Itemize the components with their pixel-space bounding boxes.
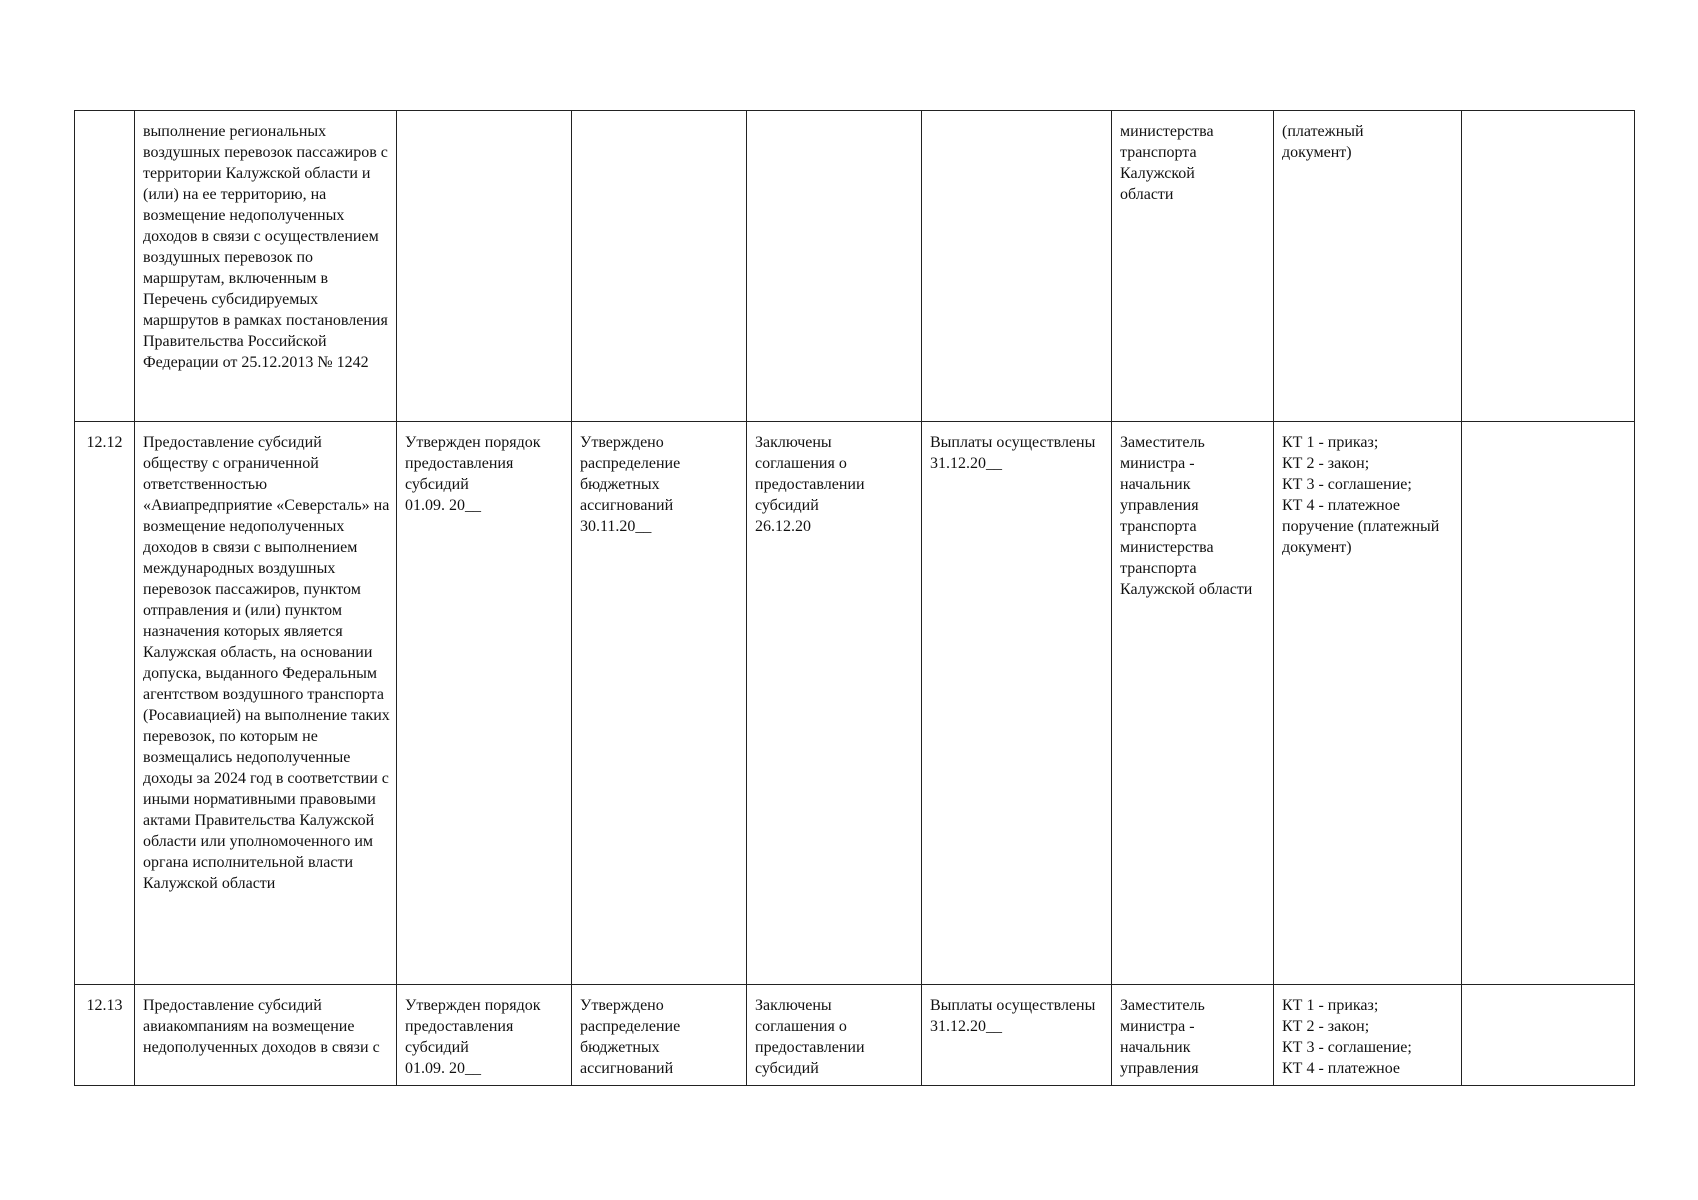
event-description: Предоставление субсидий обществу с ограниченной ответственностью «Авиапредприятие «Северсталь» на возмещение недополученных доходов в связи с выполнением международных воздушных перевозок пассажиров, пунктом отправления и (или) пунктом назначения которых является Калужская область, на основании допуска, выданного Федеральным агентством воздушного транспорта (Росавиацией) на выполнение таких перевозок, по которым не возмещались недополученные доходы за 2024 год в соответствии с иными нормативными правовыми актами Правительства Калужской области или уполномоченного им органа исполнительной власти Калужской области	[135, 422, 397, 985]
table-row	[75, 422, 1635, 985]
notes-cell	[1462, 985, 1635, 1086]
control-point-4	[922, 111, 1112, 422]
responsible-person: министерства транспорта Калужской области	[1112, 111, 1274, 422]
responsible-person: Заместитель министра - начальник управления	[1112, 985, 1274, 1086]
event-description: Предоставление субсидий авиакомпаниям на возмещение недополученных доходов в связи с	[135, 985, 397, 1086]
control-point-4: Выплаты осуществлены 31.12.20__	[922, 985, 1112, 1086]
row-number	[75, 111, 135, 422]
control-point-1: Утвержден порядок предоставления субсидий 01.09. 20__	[397, 422, 572, 985]
confirming-documents: (платежный документ)	[1274, 111, 1462, 422]
control-point-2: Утверждено распределение бюджетных ассигнований 30.11.20__	[572, 422, 747, 985]
control-point-2: Утверждено распределение бюджетных ассигнований	[572, 985, 747, 1086]
control-point-1	[397, 111, 572, 422]
control-point-2	[572, 111, 747, 422]
table-row	[75, 985, 1635, 1086]
event-description: выполнение региональных воздушных перевозок пассажиров с территории Калужской области и (или) на ее территорию, на возмещение недополученных доходов в связи с осуществлением воздушных перевозок по маршрутам, включенным в Перечень субсидируемых маршрутов в рамках постановления Правительства Российской Федерации от 25.12.2013 № 1242	[135, 111, 397, 422]
row-number: 12.13	[75, 985, 135, 1086]
control-point-3: Заключены соглашения о предоставлении субсидий	[747, 985, 922, 1086]
control-point-1: Утвержден порядок предоставления субсидий 01.09. 20__	[397, 985, 572, 1086]
confirming-documents: КТ 1 - приказ; КТ 2 - закон; КТ 3 - соглашение; КТ 4 - платежное поручение (платежный документ)	[1274, 422, 1462, 985]
responsible-person: Заместитель министра - начальник управления транспорта министерства транспорта Калужской области	[1112, 422, 1274, 985]
row-number: 12.12	[75, 422, 135, 985]
notes-cell	[1462, 422, 1635, 985]
control-point-3: Заключены соглашения о предоставлении субсидий 26.12.20	[747, 422, 922, 985]
control-point-3	[747, 111, 922, 422]
control-point-4: Выплаты осуществлены 31.12.20__	[922, 422, 1112, 985]
table-row	[75, 111, 1635, 422]
confirming-documents: КТ 1 - приказ; КТ 2 - закон; КТ 3 - соглашение; КТ 4 - платежное	[1274, 985, 1462, 1086]
events-table	[74, 110, 1635, 1086]
notes-cell	[1462, 111, 1635, 422]
